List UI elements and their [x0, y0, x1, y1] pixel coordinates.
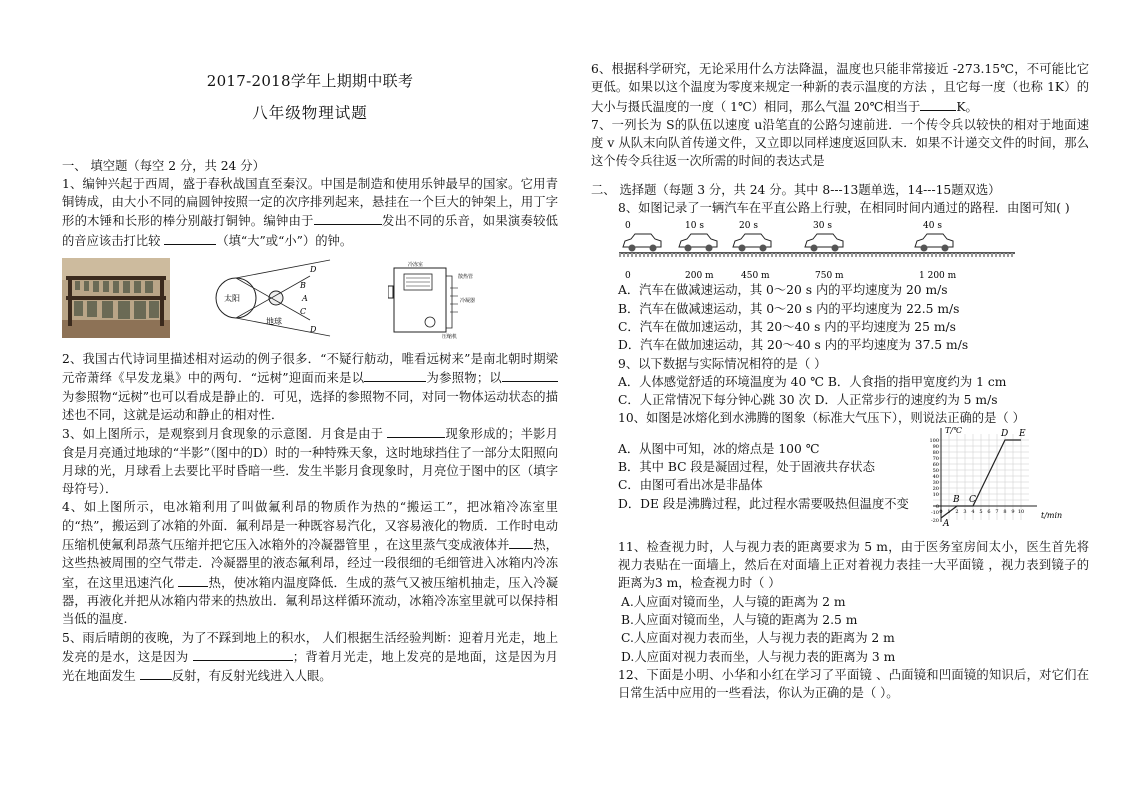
answer-blank	[178, 573, 208, 587]
svg-text:10: 10	[932, 491, 939, 498]
exam-subtitle: 八年级物理试题	[252, 104, 368, 123]
melting-boiling-graph	[919, 424, 1077, 528]
svg-text:6: 6	[987, 508, 991, 515]
q11-option-c: C.人应面对视力表而坐，人与视力表的距离为 2 m	[621, 631, 895, 646]
car-icon	[679, 234, 717, 252]
svg-text:30 s: 30 s	[813, 221, 832, 232]
question-4: 4、如上图所示，电冰箱利用了叫做氟利昂的物质作为热的“搬运工”，把冰箱冷冻室里的“热”，搬运到了冰箱的外面．氟利昂是一种既容易汽化，又容易液化的物质．工作时电动压缩机使氟利昂蒸气压缩并把它压入冰箱外的冷凝器管里 ，在这里蒸气变成液体并 热，这些热被周围的空气带走．冷凝器里的液态氟利昂，经过一段很细的毛细管进入冰箱内冷冻室，在这里迅速汽化 热，使冰箱内温度降低．生成的蒸气又被压缩机抽走，压入冷凝器，再液化并把从冰箱内带来的热放出．氟利昂这样循环流动，冰箱冷冻室里就可以保持相当低的温度.	[62, 500, 558, 627]
question-7: 7、一列长为 S的队伍以速度 u沿笔直的公路匀速前进．一个传令兵以较快的相对于地面速度 v 从队末向队首传递文件，又立即以同样速度返回队末．如果不计递交文件的时间，那么这个传令兵往返一次所需的时间的表达式是	[591, 117, 1089, 169]
answer-blank	[364, 368, 426, 382]
svg-text:0: 0	[625, 221, 631, 232]
svg-text:8: 8	[1003, 508, 1007, 515]
figures-row	[62, 258, 558, 340]
svg-text:-10: -10	[930, 509, 939, 516]
car-motion-diagram	[619, 219, 1017, 267]
q8-option-d: D．汽车在做加速运动，其 20～40 s 内的平均速度为 37.5 m/s	[618, 338, 969, 353]
svg-text:40 s: 40 s	[923, 221, 942, 232]
answer-blank	[140, 666, 172, 680]
svg-text:C: C	[300, 307, 307, 317]
refrigerator-diagram	[388, 258, 484, 340]
svg-text:7: 7	[995, 508, 999, 515]
svg-text:0: 0	[939, 508, 943, 515]
answer-blank	[920, 97, 956, 111]
svg-text:4: 4	[971, 508, 975, 515]
answer-blank	[164, 231, 216, 245]
car-icon	[915, 234, 953, 252]
answer-blank	[502, 368, 558, 382]
svg-text:A: A	[943, 518, 950, 528]
section1-heading: 一、 填空题（每空 2 分，共 24 分）	[62, 158, 265, 173]
svg-text:2: 2	[955, 508, 959, 515]
svg-text:散热管: 散热管	[458, 274, 474, 281]
x-axis-label: t/min	[1041, 510, 1063, 520]
svg-text:40: 40	[932, 473, 939, 480]
car-icon	[733, 234, 771, 252]
svg-text:10: 10	[1017, 508, 1025, 515]
svg-text:B: B	[300, 281, 306, 291]
svg-text:70: 70	[932, 455, 939, 462]
q9-options-cd: C．人正常情况下每分钟心跳 30 次 D．人正常步行的速度约为 5 m/s	[618, 393, 998, 408]
q8-option-c: C．汽车在做加速运动，其 20～40 s 内的平均速度为 25 m/s	[618, 319, 956, 334]
svg-text:9: 9	[1011, 508, 1015, 515]
svg-text:1: 1	[947, 508, 951, 515]
svg-text:10 s: 10 s	[685, 221, 704, 232]
answer-blank	[314, 211, 382, 225]
earth-label: 地球	[266, 317, 282, 327]
q8-option-b: B．汽车在做减速运动，其 0～20 s 内的平均速度为 22.5 m/s	[618, 301, 960, 316]
question-9-stem: 9、以下数据与实际情况相符的是（ ）	[618, 356, 827, 371]
question-5: 5、雨后晴朗的夜晚，为了不踩到地上的积水， 人们根据生活经验判断：迎着月光走，地上发亮的是水，这是因为 ；背着月光走，地上发亮的是地面，这是因为月光在地面发生 反射，有反射光线进入人眼。	[62, 630, 558, 684]
svg-text:80: 80	[932, 449, 939, 456]
svg-text:20: 20	[932, 485, 939, 492]
question-6: 6、根据科学研究，无论采用什么方法降温，温度也只能非常接近 -273.15℃，不可能比它更低。如果以这个温度为零度来规定一种新的表示温度的方法 ，且它每一度（也称 1K）的大小与摄氏温度的一度（ 1℃）相同，那么气温 20℃相当于 K。	[591, 62, 1089, 114]
svg-text:50: 50	[932, 467, 939, 474]
svg-text:90: 90	[932, 443, 939, 450]
svg-text:D: D	[310, 325, 317, 335]
car-icon	[805, 234, 843, 252]
svg-text:450 m: 450 m	[741, 271, 770, 282]
left-column	[62, 60, 558, 685]
svg-text:冷冻室: 冷冻室	[408, 262, 424, 269]
q11-option-a: A.人应面对镜而坐，人与镜的距离为 2 m	[621, 594, 846, 609]
exam-title: 2017-2018学年上期期中联考	[206, 72, 414, 90]
svg-text:压缩机: 压缩机	[442, 334, 458, 341]
svg-text:200 m: 200 m	[685, 271, 714, 282]
q10-option-a: A．从图中可知，冰的熔点是 100 ℃	[618, 441, 820, 456]
q8-option-a: A．汽车在做减速运动，其 0～20 s 内的平均速度为 20 m/s	[618, 283, 948, 298]
q10-option-d: D．DE 段是沸腾过程，此过程水需要吸热但温度不变	[618, 496, 909, 511]
question-12-stem: 12、下面是小明、小华和小红在学习了平面镜 、凸面镜和凹面镜的知识后，对它们在日常生活中应用的一些看法，你认为正确的是（ ）。	[618, 667, 1089, 701]
y-tick-labels	[929, 438, 939, 524]
q11-option-b: B.人应面对镜而坐，人与镜的距离为 2.5 m	[621, 612, 858, 627]
svg-text:E: E	[1019, 428, 1026, 439]
q9-options-ab: A．人体感觉舒适的环境温度为 40 ℃ B．人食指的指甲宽度约为 1 cm	[618, 374, 1007, 389]
answer-blank	[509, 535, 533, 549]
right-column	[591, 60, 1089, 702]
svg-text:C: C	[969, 494, 976, 505]
svg-text:0: 0	[625, 271, 631, 282]
chime-bells-photo	[62, 258, 170, 338]
svg-text:60: 60	[932, 461, 939, 468]
svg-text:5: 5	[979, 508, 983, 515]
question-8-stem: 8、如图记录了一辆汽车在平直公路上行驶，在相同时间内通过的路程．由图可知( )	[618, 201, 1070, 216]
svg-text:1 200 m: 1 200 m	[919, 271, 957, 282]
car-icon	[623, 234, 661, 252]
lunar-eclipse-diagram	[210, 258, 338, 340]
y-axis-label: T/℃	[945, 425, 962, 435]
q11-option-d: D.人应面对视力表而坐，人与视力表的距离为 3 m	[621, 649, 896, 664]
svg-text:0: 0	[935, 503, 939, 510]
answer-blank	[387, 424, 445, 438]
svg-text:A: A	[302, 294, 308, 304]
distance-labels	[619, 267, 1019, 281]
svg-text:B: B	[953, 494, 960, 505]
svg-text:100: 100	[929, 437, 939, 444]
q10-option-b: B．其中 BC 段是凝固过程，处于固液共存状态	[618, 460, 875, 475]
question-10-stem: 10、如图是冰熔化到水沸腾的图象（标准大气压下），则说法正确的是（ ）	[618, 411, 1025, 426]
question-11-stem: 11、检查视力时，人与视力表的距离要求为 5 m，由于医务室房间太小，医生首先将视力表贴在一面墙上，然后在对面墙上正对着视力表挂一大平面镜 ，视力表到镜子的距离为3 m，检查视力时（ ）	[618, 539, 1089, 591]
question-3: 3、如上图所示，是观察到月食现象的示意图．月食是由于 现象形成的；半影月食是月亮通过地球的“半影”（图中的D）时的一种特殊天象，这时地球挡住了一部分太阳照向月球的光，月球看上去要比平时昏暗一些．发生半影月食现象时，月亮位于图中的区（填字母符号）．	[62, 424, 558, 498]
sun-label: 太阳	[224, 294, 240, 304]
question-2: 2、我国古代诗词里描述相对运动的例子很多．“不疑行舫动，唯看远树来”是南北朝时期梁元帝萧绎《早发龙巢》中的两句．“远树”迎面而来是以 为参照物；以为参照物“远树”也可以看成是静止的．可见，选择的参照物不同，对同一物体运动状态的描述也不同，这就是运动和静止的相对性．	[62, 352, 558, 422]
car-row	[623, 234, 953, 252]
question-1: 1、编钟兴起于西周，盛于春秋战国直至秦汉。中国是制造和使用乐钟最早的国家。它用青铜铸成，由大小不同的扁圆钟按照一定的次序排列起来，悬挂在一个巨大的钟架上，用丁字形的木锤和长形的棒分别敲打铜钟。编钟由于 发出不同的乐音，如果演奏较低的音应该击打比较 （填“大”或“小”）的钟。	[62, 176, 558, 248]
svg-text:冷凝器: 冷凝器	[460, 298, 476, 305]
svg-text:750 m: 750 m	[815, 271, 844, 282]
svg-text:-20: -20	[930, 517, 939, 524]
q10-block	[591, 425, 1089, 534]
svg-text:D: D	[310, 265, 317, 275]
section2-heading: 二、 选择题（每题 3 分，共 24 分。其中 8---13题单选，14---15题双选）	[591, 182, 1001, 197]
answer-blank	[193, 647, 293, 661]
svg-text:3: 3	[963, 508, 967, 515]
svg-text:20 s: 20 s	[739, 221, 758, 232]
svg-text:D: D	[1001, 428, 1009, 439]
q10-option-c: C．由图可看出冰是非晶体	[618, 478, 763, 493]
svg-text:30: 30	[932, 479, 939, 486]
